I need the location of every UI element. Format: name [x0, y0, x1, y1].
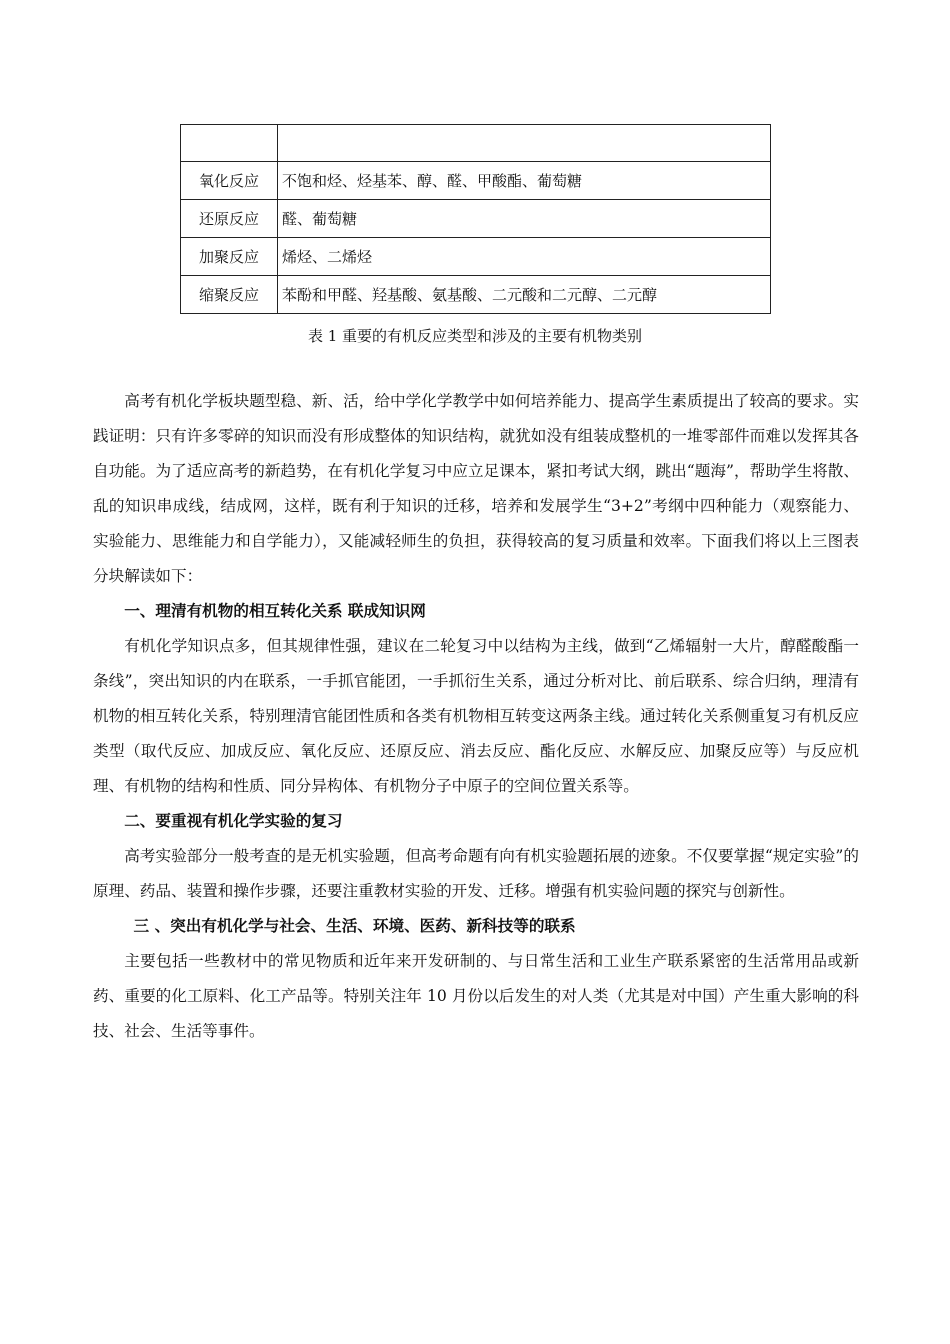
table-row	[181, 276, 771, 314]
article-body	[93, 384, 859, 1049]
reaction-type-cell: 加聚反应	[181, 238, 278, 276]
reaction-table-wrap	[180, 124, 771, 314]
reaction-classes-cell: 烯烃、二烯烃	[278, 238, 771, 276]
section-paragraph-1: 有机化学知识点多，但其规律性强，建议在二轮复习中以结构为主线，做到“乙烯辐射一大片，醇醛酸酯一条线”，突出知识的内在联系，一手抓官能团，一手抓衍生关系，通过分析对比、前后联系、综合归纳，理清有机物的相互转化关系，特别理清官能团性质和各类有机物相互转变这两条主线。通过转化关系侧重复习有机反应类型（取代反应、加成反应、氧化反应、还原反应、消去反应、酯化反应、水解反应、加聚反应等）与反应机理、有机物的结构和性质、同分异构体、有机物分子中原子的空间位置关系等。	[93, 637, 859, 795]
reaction-type-cell: 氧化反应	[181, 162, 278, 200]
section-paragraph-2: 高考实验部分一般考查的是无机实验题，但高考命题有向有机实验题拓展的迹象。不仅要掌握“规定实验”的原理、药品、装置和操作步骤，还要注重教材实验的开发、迁移。增强有机实验问题的探究与创新性。	[93, 847, 859, 900]
intro-paragraph: 高考有机化学板块题型稳、新、活，给中学化学教学中如何培养能力、提高学生素质提出了较高的要求。实践证明：只有许多零碎的知识而没有形成整体的知识结构，就犹如没有组装成整机的一堆零部件而难以发挥其各自功能。为了适应高考的新趋势，在有机化学复习中应立足课本，紧扣考试大纲，跳出“题海”，帮助学生将散、乱的知识串成线，结成网，这样，既有利于知识的迁移，培养和发展学生“3+2”考纲中四种能力（观察能力、实验能力、思维能力和自学能力），又能减轻师生的负担，获得较高的复习质量和效率。下面我们将以上三图表分块解读如下：	[93, 392, 859, 585]
reaction-classes-cell: 醛、葡萄糖	[278, 200, 771, 238]
table-caption: 表 1 重要的有机反应类型和涉及的主要有机物类别	[307, 327, 643, 345]
table-row	[181, 200, 771, 238]
reaction-type-cell: 缩聚反应	[181, 276, 278, 314]
table-row	[181, 238, 771, 276]
reaction-type-cell: 还原反应	[181, 200, 278, 238]
section-heading-1: 一、理清有机物的相互转化关系 联成知识网	[124, 602, 426, 620]
section-paragraph-3: 主要包括一些教材中的常见物质和近年来开发研制的、与日常生活和工业生产联系紧密的生活常用品或新药、重要的化工原料、化工产品等。特别关注年 10 月份以后发生的对人类（尤其是对中国）产生重大影响的科技、社会、生活等事件。	[93, 952, 859, 1040]
reaction-classes-cell: 苯酚和甲醛、羟基酸、氨基酸、二元酸和二元醇、二元醇	[278, 276, 771, 314]
table-row	[181, 162, 771, 200]
section-heading-2: 二、要重视有机化学实验的复习	[124, 812, 343, 830]
section-heading-3: 三 、突出有机化学与社会、生活、环境、医药、新科技等的联系	[133, 917, 576, 935]
table-header-cell-classes	[278, 125, 771, 162]
reaction-classes-cell: 不饱和烃、烃基苯、醇、醛、甲酸酯、葡萄糖	[278, 162, 771, 200]
table-header-cell-type	[181, 125, 278, 162]
reaction-table	[180, 124, 771, 314]
table-header-row	[181, 125, 771, 162]
